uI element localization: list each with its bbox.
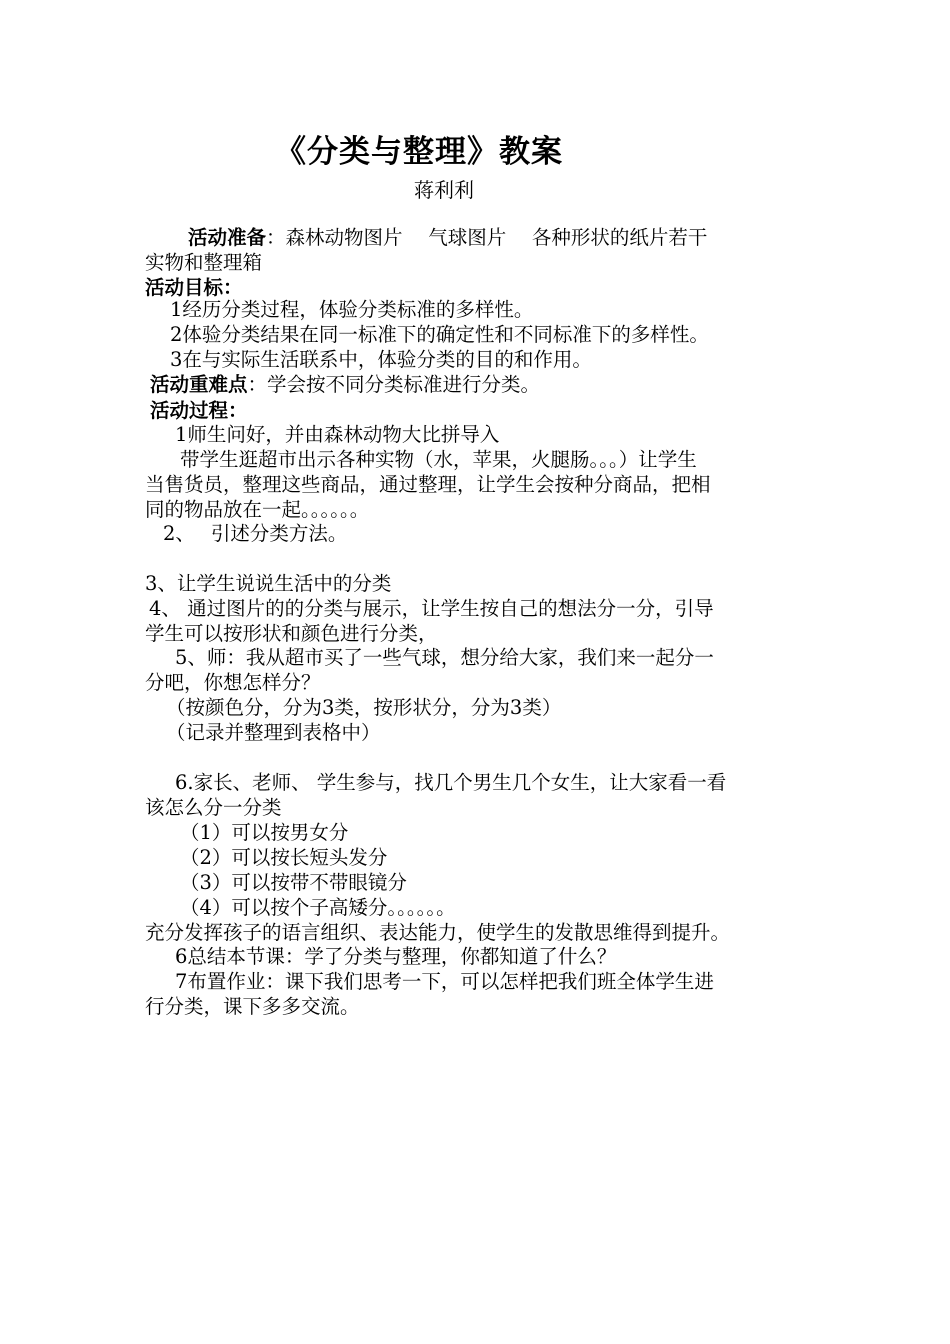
step-2: 2、 引述分类方法。 (163, 522, 348, 545)
step-4-line-a: 4、 通过图片的的分类与展示，让学生按自己的想法分一分，引导 (149, 597, 714, 620)
process-heading: 活动过程： (150, 399, 248, 422)
step-5-line-d: （记录并整理到表格中） (166, 721, 381, 744)
key-text: ：学会按不同分类标准进行分类。 (247, 373, 541, 396)
goal-2: 2体验分类结果在同一标准下的确定性和不同标准下的多样性。 (170, 323, 709, 346)
step-1-line-c: 同的物品放在一起。。。。。。 (145, 498, 370, 521)
step-7-line-b: 行分类，课下多多交流。 (145, 995, 360, 1018)
option-3: （3）可以按带不带眼镜分 (180, 871, 407, 894)
key-label: 活动重难点 (150, 373, 248, 396)
step-1-line-a: 带学生逛超市出示各种实物（水，苹果，火腿肠。。。）让学生 (180, 448, 697, 471)
prep-line (188, 226, 707, 250)
option-4: （4）可以按个子高矮分。。。。。。 (180, 896, 456, 919)
summary-line: 充分发挥孩子的语言组织、表达能力，使学生的发散思维得到提升。 (145, 921, 731, 944)
prep-label: 活动准备 (188, 226, 267, 249)
step-5-line-c: （按颜色分，分为3类，按形状分，分为3类） (166, 696, 562, 719)
option-1: （1）可以按男女分 (180, 821, 349, 844)
step-5-line-a: 5、师：我从超市买了一些气球，想分给大家，我们来一起分一 (175, 646, 714, 669)
goal-3: 3在与实际生活联系中，体验分类的目的和作用。 (170, 348, 592, 371)
step-4-line-b: 学生可以按形状和颜色进行分类， (145, 622, 438, 645)
option-2: （2）可以按长短头发分 (180, 846, 388, 869)
prep-continued: 实物和整理箱 (145, 251, 263, 274)
step-6-line-a: 6.家长、老师、 学生参与，找几个男生几个女生，让大家看一看 (175, 771, 727, 794)
key-point-line (150, 373, 540, 397)
author-name: 蒋利利 (414, 178, 474, 202)
prep-text: ：森林动物图片 气球图片 各种形状的纸片若干 (266, 226, 708, 249)
step-1: 1师生问好，并由森林动物大比拼导入 (175, 423, 500, 446)
step-7-line-a: 7布置作业：课下我们思考一下，可以怎样把我们班全体学生进 (175, 970, 714, 993)
goal-1: 1经历分类过程，体验分类标准的多样性。 (170, 298, 534, 321)
goals-heading: 活动目标： (145, 276, 243, 299)
step-3: 3、让学生说说生活中的分类 (145, 572, 392, 595)
step-6-summary: 6总结本节课：学了分类与整理，你都知道了什么？ (175, 945, 617, 968)
step-6-line-b: 该怎么分一分类 (145, 796, 282, 819)
step-5-line-b: 分吧，你想怎样分？ (145, 671, 321, 694)
step-1-line-b: 当售货员，整理这些商品，通过整理，让学生会按种分商品，把相 (145, 473, 711, 496)
document-title: 《分类与整理》教案 (275, 134, 563, 170)
